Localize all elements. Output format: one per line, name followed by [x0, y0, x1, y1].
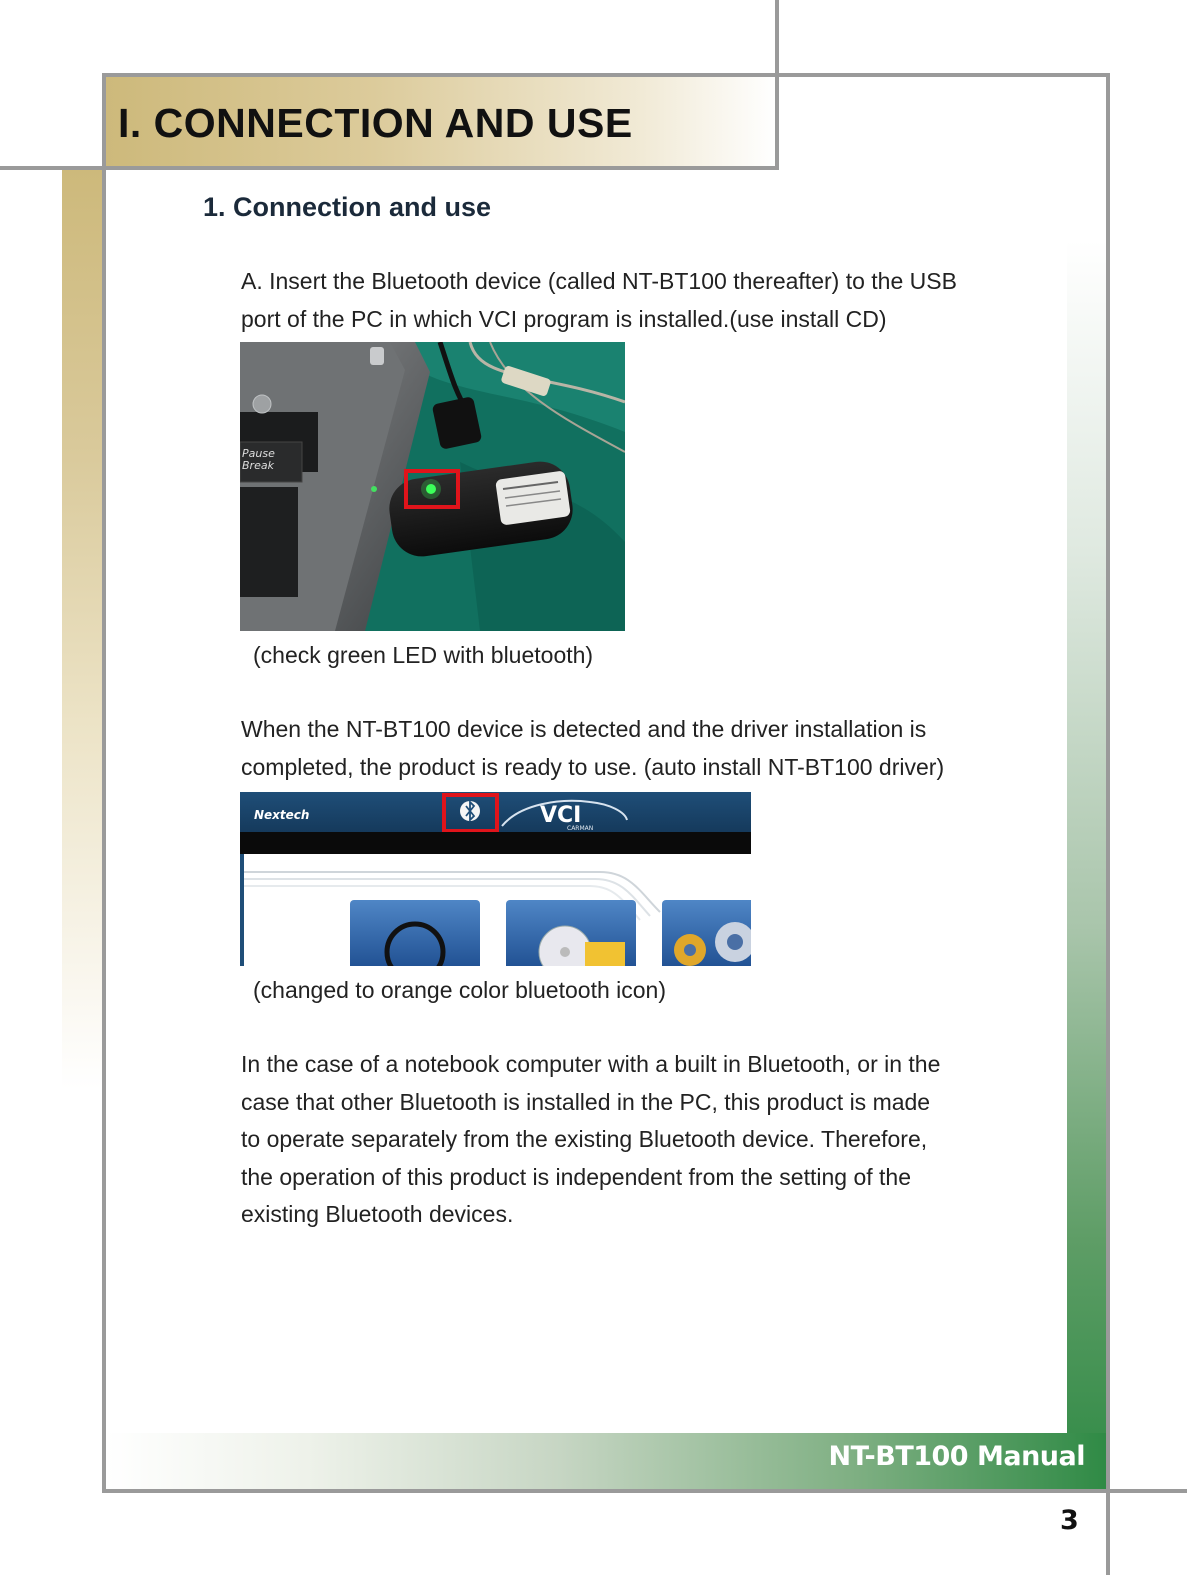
- paragraph-line: existing Bluetooth devices.: [241, 1201, 514, 1227]
- paragraph-line: the operation of this product is independent from the setting of the: [241, 1163, 911, 1190]
- app-brand-label: Nextech: [254, 808, 310, 822]
- paragraph-line: to operate separately from the existing Bluetooth device. Therefore,: [241, 1126, 928, 1152]
- paragraph-line: When the NT-BT100 device is detected and the driver installation is: [241, 716, 927, 742]
- vci-software-screenshot: [240, 792, 751, 966]
- frame-line-bottom: [102, 1489, 1187, 1493]
- vci-logo-label: VCI: [540, 803, 582, 828]
- paragraph-line: In the case of a notebook computer with a built in Bluetooth, or in the: [241, 1051, 941, 1077]
- manual-footer-label: NT-BT100 Manual: [828, 1441, 1085, 1472]
- header-line-vertical: [775, 0, 779, 170]
- photo-caption: (check green LED with bluetooth): [253, 642, 594, 668]
- paragraph-line: completed, the product is ready to use. (auto install NT-BT100 driver): [241, 753, 945, 780]
- key-break-label: Break: [242, 459, 274, 472]
- page-number: 3: [1060, 1505, 1079, 1536]
- vci-logo-sublabel: CARMAN: [567, 825, 594, 832]
- key-pause-label: Pause: [242, 447, 275, 460]
- notebook-paragraph: [241, 1046, 940, 1234]
- frame-line-right: [1106, 73, 1110, 1575]
- left-decorative-band: [62, 170, 106, 1090]
- right-decorative-band: [1067, 240, 1107, 1490]
- detect-paragraph: [241, 711, 944, 786]
- frame-line-left: [102, 73, 106, 1493]
- usb-dongle-photo: [240, 342, 625, 631]
- chapter-title: I. CONNECTION AND USE: [118, 100, 633, 146]
- section-heading: 1. Connection and use: [203, 192, 492, 222]
- diagnosis-tile: [350, 900, 480, 966]
- paragraph-line: port of the PC in which VCI program is installed.(use install CD): [241, 305, 887, 332]
- paragraph-line: case that other Bluetooth is installed in the PC, this product is made: [241, 1088, 931, 1115]
- insert-paragraph: [241, 263, 957, 338]
- frame-line-top: [102, 73, 1110, 77]
- paragraph-line: A. Insert the Bluetooth device (called NT-BT100 thereafter) to the USB: [241, 268, 957, 294]
- header-line-horizontal: [0, 166, 779, 170]
- screen-caption: (changed to orange color bluetooth icon): [253, 977, 667, 1003]
